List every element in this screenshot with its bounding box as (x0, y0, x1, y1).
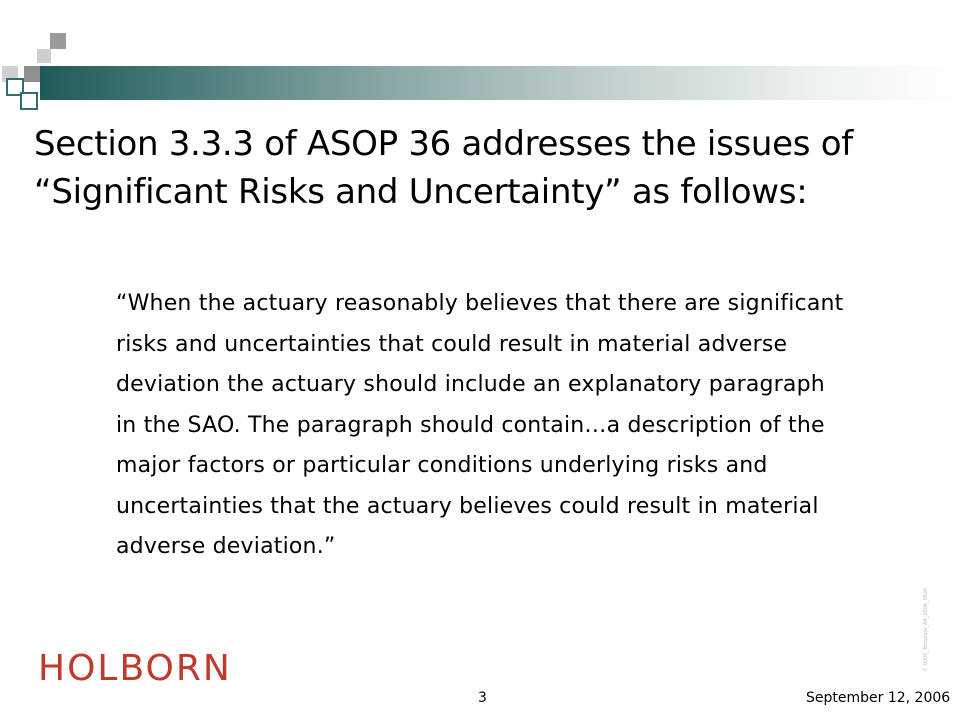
slide-title (34, 120, 934, 216)
title-line: Section 3.3.3 of ASOP 36 addresses the issues of (34, 124, 853, 164)
title-line: “Significant Risks and Uncertainty” as follows: (34, 172, 808, 212)
deco-square-gray-mid (24, 66, 40, 82)
quote-line: major factors or particular conditions underlying risks and (116, 453, 768, 478)
footer-date: September 12, 2006 (806, 690, 951, 706)
quoted-standard-text (116, 284, 906, 568)
header-gradient-band (40, 66, 960, 100)
page-number: 3 (478, 690, 487, 706)
quote-line: risks and uncertainties that could result in material adverse (116, 331, 788, 357)
deco-square-gray-top (50, 33, 66, 49)
holborn-logo: HOLBORN (38, 648, 232, 689)
quote-line: adverse deviation.” (116, 534, 336, 559)
quote-line: uncertainties that the actuary believes could result in material (116, 493, 819, 519)
quote-line: “When the actuary reasonably believes that there are significant (116, 291, 844, 316)
deco-square-outline-2 (20, 92, 38, 110)
deco-square-light-top (37, 49, 51, 63)
quote-line: in the SAO. The paragraph should contain…a description of the (116, 412, 825, 438)
quote-line: deviation the actuary should include an explanatory paragraph (116, 372, 825, 397)
document-code: © 0000_Template_A4_2006_0926 (923, 587, 929, 672)
